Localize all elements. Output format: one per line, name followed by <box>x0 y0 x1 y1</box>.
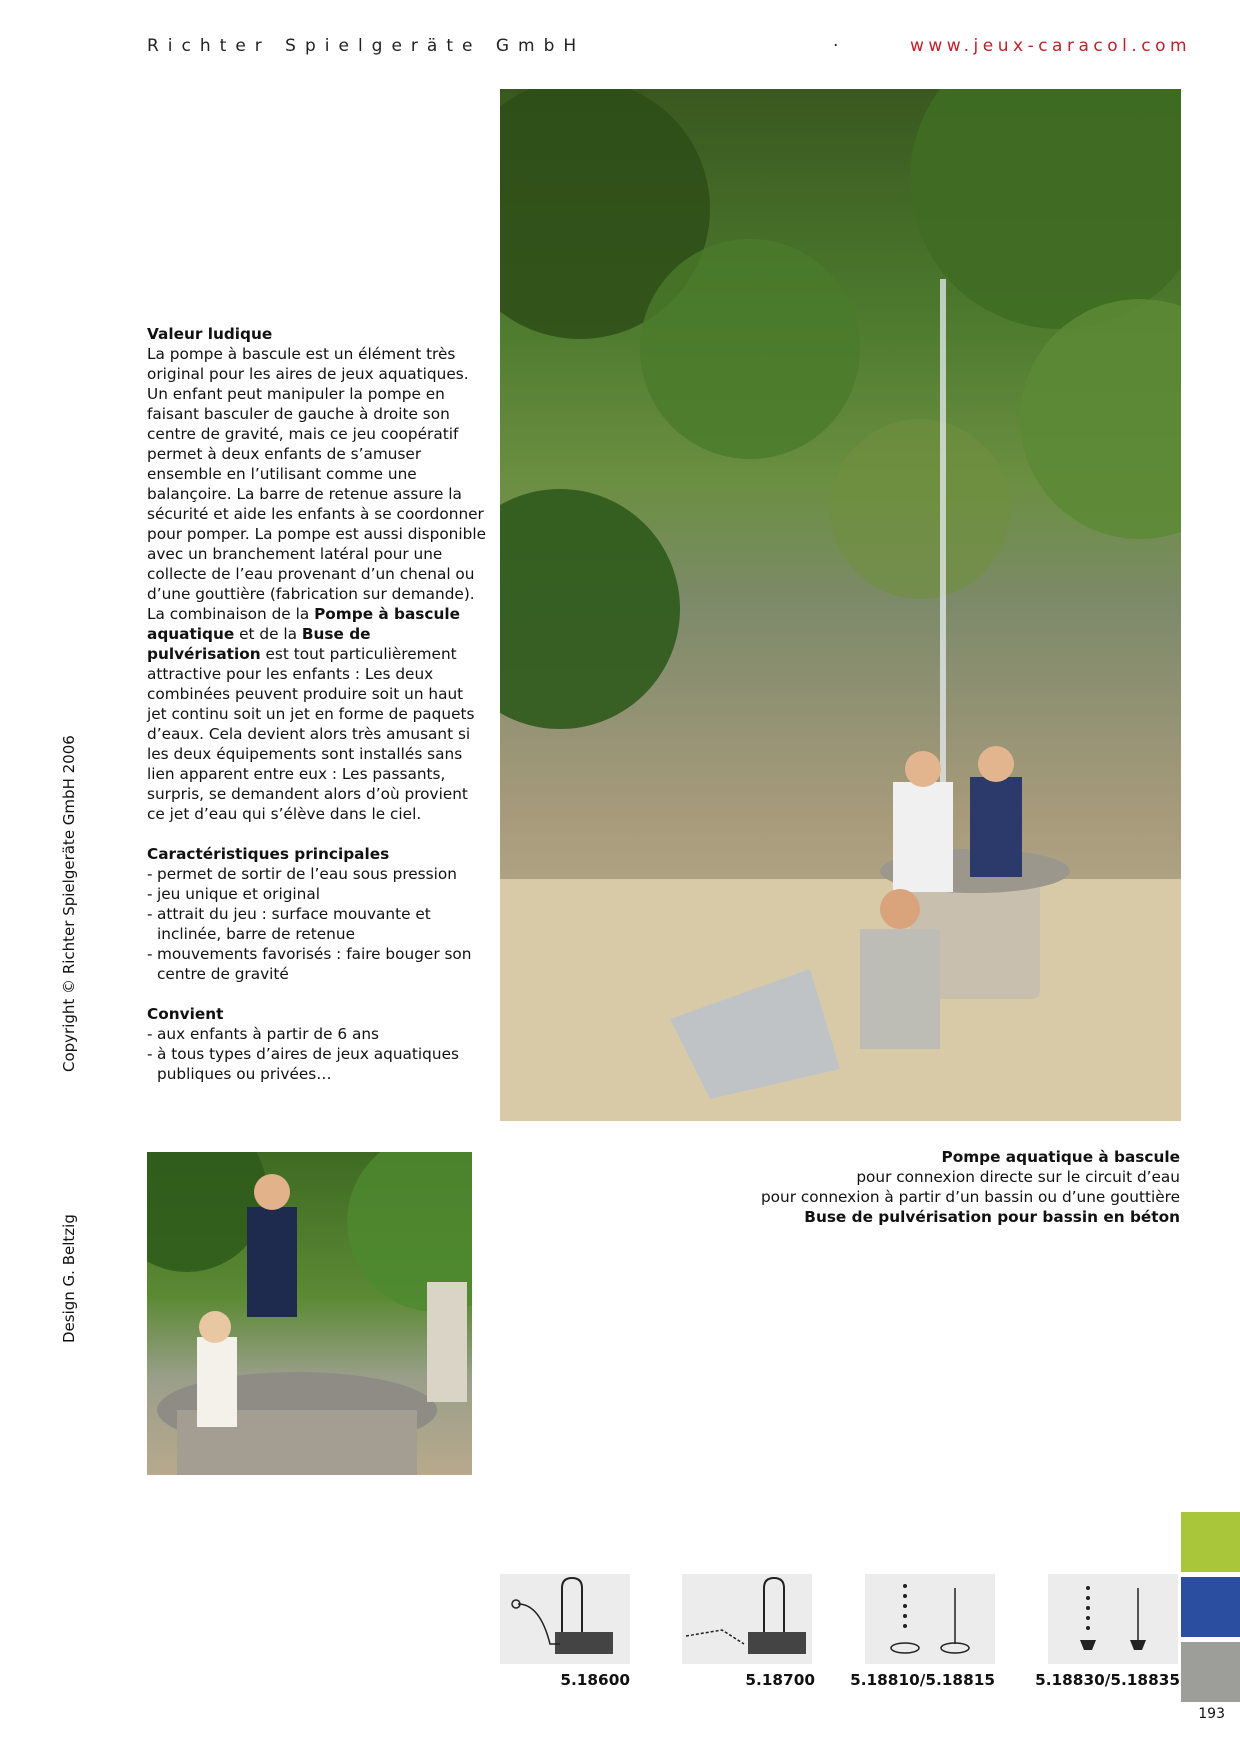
caption-line-2: pour connexion directe sur le circuit d’eau <box>856 1168 1180 1186</box>
section-title-caracteristiques: Caractéristiques principales <box>147 845 390 863</box>
product-caption <box>761 1147 1180 1227</box>
pump-basin-icon <box>682 1574 812 1664</box>
secondary-photo-drawing <box>147 1152 472 1475</box>
main-photo <box>500 89 1181 1121</box>
list-item: - aux enfants à partir de 6 ans <box>147 1025 379 1043</box>
section-caracteristiques <box>147 844 487 984</box>
product-code: 5.18700 <box>745 1671 815 1689</box>
header-url[interactable]: www.jeux-caracol.com <box>910 36 1192 56</box>
main-photo-drawing <box>500 89 1181 1121</box>
category-tab-grey[interactable] <box>1181 1642 1240 1702</box>
pump-direct-icon <box>500 1574 630 1664</box>
section-title-convient: Convient <box>147 1005 224 1023</box>
list-item: - à tous types d’aires de jeux aquatiques publiques ou privées… <box>147 1045 459 1083</box>
product-code: 5.18830/5.18835 <box>1035 1671 1180 1689</box>
list-item: - jeu unique et original <box>147 885 320 903</box>
header-company: Richter Spielgeräte GmbH <box>147 36 586 56</box>
nozzle-packets-icon <box>1048 1574 1178 1664</box>
caption-line-3: pour connexion à partir d’un bassin ou d’une gouttière <box>760 1188 1180 1206</box>
product-code: 5.18810/5.18815 <box>850 1671 995 1689</box>
design-credit-vertical: Design G. Beltzig <box>60 1214 78 1343</box>
nozzle-jet-icon <box>865 1574 995 1664</box>
header-separator: · <box>833 36 848 56</box>
caption-line-1: Pompe aquatique à bascule <box>941 1148 1180 1166</box>
page-number: 193 <box>1198 1706 1225 1722</box>
category-tab-green[interactable] <box>1181 1512 1240 1572</box>
list-item: - permet de sortir de l’eau sous pression <box>147 865 457 883</box>
secondary-photo <box>147 1152 472 1475</box>
list-item: - mouvements favorisés : faire bouger son centre de gravité <box>147 945 472 983</box>
category-tab-blue[interactable] <box>1181 1577 1240 1637</box>
caption-line-4: Buse de pulvérisation pour bassin en béton <box>804 1208 1180 1226</box>
text-column <box>147 324 487 1084</box>
valeur-paragraph: La pompe à bascule est un élément très original pour les aires de jeux aquatiques. Un enfant peut manipuler la pompe en faisant basculer de gauche à droite son centre de gravité, mais ce jeu coopératif permet à deux enfants de s’amuser ensemble en l’utilisant comme une balançoire. La barre de retenue assure la sécurité et aide les enfants à se coordonner pour pomper. La pompe est aussi disponible avec un branchement latéral pour une collecte de l’eau provenant d’un chenal ou d’une gouttière (fabrication sur demande). La combinaison de la Pompe à bascule aquatique et de la Buse de pulvérisation est tout particulièrement attractive pour les enfants : Les deux combinées peuvent produire soit un haut jet continu soit un jet en forme de paquets d’eaux. Cela devient alors très amusant si les deux équipements sont installés sans lien apparent entre eux : Les passants, surpris, se demandent alors d’où provient ce jet d’eau qui s’élève dans le ciel. <box>147 345 487 823</box>
section-title-valeur: Valeur ludique <box>147 325 273 343</box>
section-convient <box>147 1004 487 1084</box>
copyright-vertical: Copyright © Richter Spielgeräte GmbH 2006 <box>60 735 78 1072</box>
product-code: 5.18600 <box>560 1671 630 1689</box>
list-item: - attrait du jeu : surface mouvante et inclinée, barre de retenue <box>147 905 431 943</box>
